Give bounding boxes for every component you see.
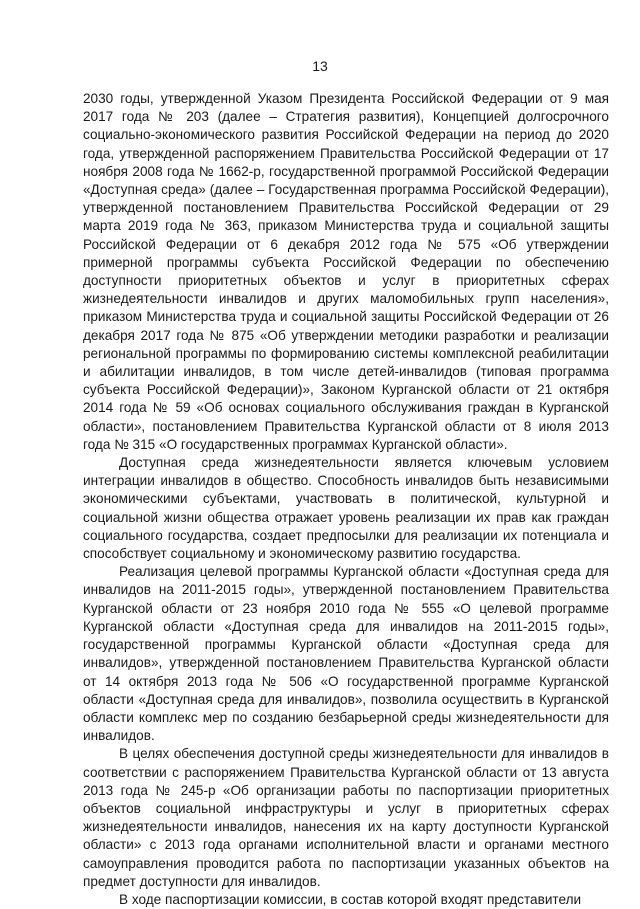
document-body bbox=[83, 90, 609, 909]
paragraph-4: В целях обеспечения доступной среды жизнедеятельности для инвалидов в соответствии с распоряжением Правительства Курганской области от 13 августа 2013 года № 245-р «Об организации работы по паспортизации приоритетных объектов социальной инфраструктуры и услуг в приоритетных сферах жизнедеятельности инвалидов, нанесения их на карту доступности Курганской области» с 2013 года органами исполнительной власти и органами местного самоуправления проводится работа по паспортизации указанных объектов на предмет доступности для инвалидов. bbox=[83, 746, 609, 889]
page-number: 13 bbox=[312, 58, 328, 74]
paragraph-3: Реализация целевой программы Курганской области «Доступная среда для инвалидов на 2011-2015 годы», утвержденной постановлением Правительства Курганской области от 23 ноября 2010 года № 555 «О целевой программе Курганской области «Доступная среда для инвалидов на 2011-2015 годы», государственной программы Курганской области «Доступная среда для инвалидов», утвержденной постановлением Правительства Курганской области от 14 октября 2013 года № 506 «О государственной программе Курганской области «Доступная среда для инвалидов», позволила осуществить в Курганской области комплекс мер по созданию безбарьерной среды жизнедеятельности для инвалидов. bbox=[83, 564, 609, 744]
paragraph-1: 2030 годы, утвержденной Указом Президента Российской Федерации от 9 мая 2017 года № 203 (далее – Стратегия развития), Концепцией долгосрочного социально-экономического развития Российской Федерации на период до 2020 года, утвержденной распоряжением Правительства Российской Федерации от 17 ноября 2008 года № 1662-р, государственной программой Российской Федерации «Доступная среда» (далее – Государственная программа Российской Федерации), утвержденной постановлением Правительства Российской Федерации от 29 марта 2019 года № 363, приказом Министерства труда и социальной защиты Российской Федерации от 6 декабря 2012 года № 575 «Об утверждении примерной программы субъекта Российской Федерации по обеспечению доступности приоритетных объектов и услуг в приоритетных сферах жизнедеятельности инвалидов и других маломобильных групп населения», приказом Министерства труда и социальной защиты Российской Федерации от 26 декабря 2017 года № 875 «Об утверждении методики разработки и реализации региональной программы по формированию системы комплексной реабилитации и абилитации инвалидов, в том числе детей-инвалидов (типовая программа субъекта Российской Федерации)», Законом Курганской области от 21 октября 2014 года № 59 «Об основах социального обслуживания граждан в Курганской области», постановлением Правительства Курганской области от 8 июля 2013 года № 315 «О государственных программах Курганской области». bbox=[83, 91, 609, 452]
paragraph-5: В ходе паспортизации комиссии, в состав которой входят представители bbox=[119, 891, 582, 907]
paragraph-2: Доступная среда жизнедеятельности является ключевым условием интеграции инвалидов в общество. Способность инвалидов быть независимыми экономическими субъектами, участвовать в политической, культурной и социальной жизни общества отражает уровень реализации их прав как граждан социального государства, создает предпосылки для реализации их потенциала и способствует социальному и экономическому развитию государства. bbox=[83, 455, 609, 562]
